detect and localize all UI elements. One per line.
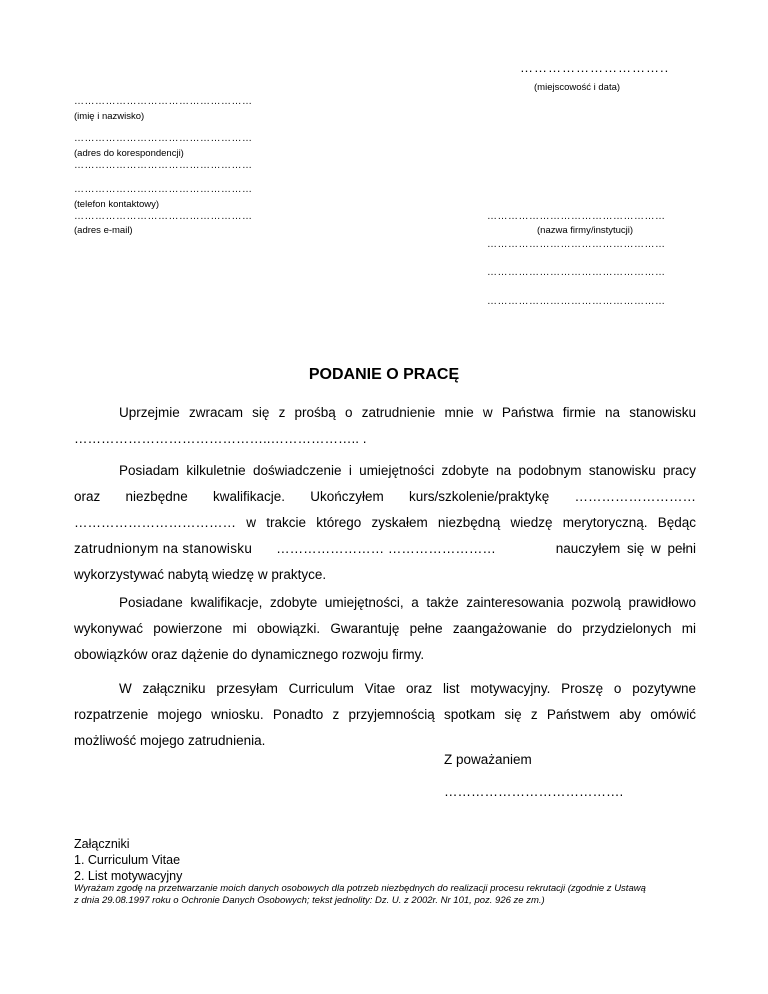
paragraph-1-line-2: ……………………………………..……………….. . [74, 431, 367, 446]
consent-line-1: Wyrażam zgodę na przetwarzanie moich danych osobowych dla potrzeb niezbędnych do realizacji procesu rekrutacji (zgodnie z Ustawą [74, 883, 646, 894]
place-date-dots: ………………………….. [520, 60, 670, 75]
paragraph-2-line-3: ……………………………… w trakcie którego zyskałem niezbędną wiedzę merytoryczną. Będąc [74, 515, 696, 530]
consent-line-2: z dnia 29.08.1997 roku o Ochronie Danych Osobowych; tekst jednolity: Dz. U. z 2002r. Nr 101, poz. 926 ze zm.) [74, 895, 545, 906]
recipient-company-label: (nazwa firmy/instytucji) [537, 225, 634, 236]
sender-name-dots: …………………………………………… [74, 96, 253, 107]
paragraph-2-line-4-dots: …………………… …………………… [276, 541, 496, 556]
data-processing-consent [74, 883, 704, 907]
paragraph-3-line-2: wykonywać powierzone mi obowiązki. Gwarantuję pełne zaangażowanie do przydzielonych mi [74, 621, 696, 636]
sender-address-label: (adres do korespondencji) [74, 148, 184, 159]
attachment-item-cv: 1. Curriculum Vitae [74, 853, 181, 867]
sender-phone-dots: …………………………………………… [74, 184, 253, 195]
sender-address-dots-2: …………………………………………… [74, 160, 253, 171]
sender-phone-label: (telefon kontaktowy) [74, 199, 160, 210]
place-date-label: (miejscowość i data) [534, 82, 621, 93]
paragraph-2-line-4 [74, 536, 696, 562]
paragraph-2 [74, 458, 696, 588]
paragraph-4-line-3: możliwość mojego zatrudnienia. [74, 733, 266, 748]
sender-email-label: (adres e-mail) [74, 225, 133, 236]
recipient-company-dots: …………………………………………… [487, 211, 666, 222]
paragraph-3-line-3: obowiązków oraz dążenie do dynamicznego rozwoju firmy. [74, 647, 425, 662]
attachments-heading: Załączniki [74, 837, 130, 851]
paragraph-2-line-4-start: zatrudnionym na stanowisku [74, 541, 253, 556]
recipient-line-3: …………………………………………… [487, 296, 666, 307]
paragraph-4-line-1: W załączniku przesyłam Curriculum Vitae oraz list motywacyjny. Proszę o pozytywne [119, 681, 696, 696]
paragraph-2-line-2: oraz niezbędne kwalifikacje. Ukończyłem kurs/szkolenie/praktykę ……………………… [74, 489, 696, 504]
recipient-line-2: …………………………………………… [487, 267, 666, 278]
document-title: PODANIE O PRACĘ [308, 366, 460, 383]
signature-dots: …………………………………. [444, 784, 624, 799]
paragraph-2-line-5: wykorzystywać nabytą wiedzę w praktyce. [74, 567, 327, 582]
sender-email-dots: …………………………………………… [74, 211, 253, 222]
attachment-item-cover-letter: 2. List motywacyjny [74, 869, 183, 883]
sender-name-label: (imię i nazwisko) [74, 111, 145, 122]
paragraph-3 [74, 590, 696, 668]
recipient-line-1: …………………………………………… [487, 239, 666, 250]
paragraph-2-line-4-end: nauczyłem się w pełni [555, 541, 696, 556]
sender-address-dots-1: …………………………………………… [74, 133, 253, 144]
paragraph-4-line-2: rozpatrzenie mojego wniosku. Ponadto z przyjemnością spotkam się z Państwem aby omówić [74, 707, 696, 722]
paragraph-4 [74, 676, 696, 754]
paragraph-1 [74, 400, 696, 452]
paragraph-3-line-1: Posiadane kwalifikacje, zdobyte umiejętności, a także zainteresowania pozwolą prawidłowo [119, 595, 696, 610]
closing-greeting: Z poważaniem [444, 752, 532, 767]
paragraph-1-line-1: Uprzejmie zwracam się z prośbą o zatrudnienie mnie w Państwa firmie na stanowisku [119, 405, 696, 420]
paragraph-2-line-1: Posiadam kilkuletnie doświadczenie i umiejętności zdobyte na podobnym stanowisku pracy [119, 463, 696, 478]
